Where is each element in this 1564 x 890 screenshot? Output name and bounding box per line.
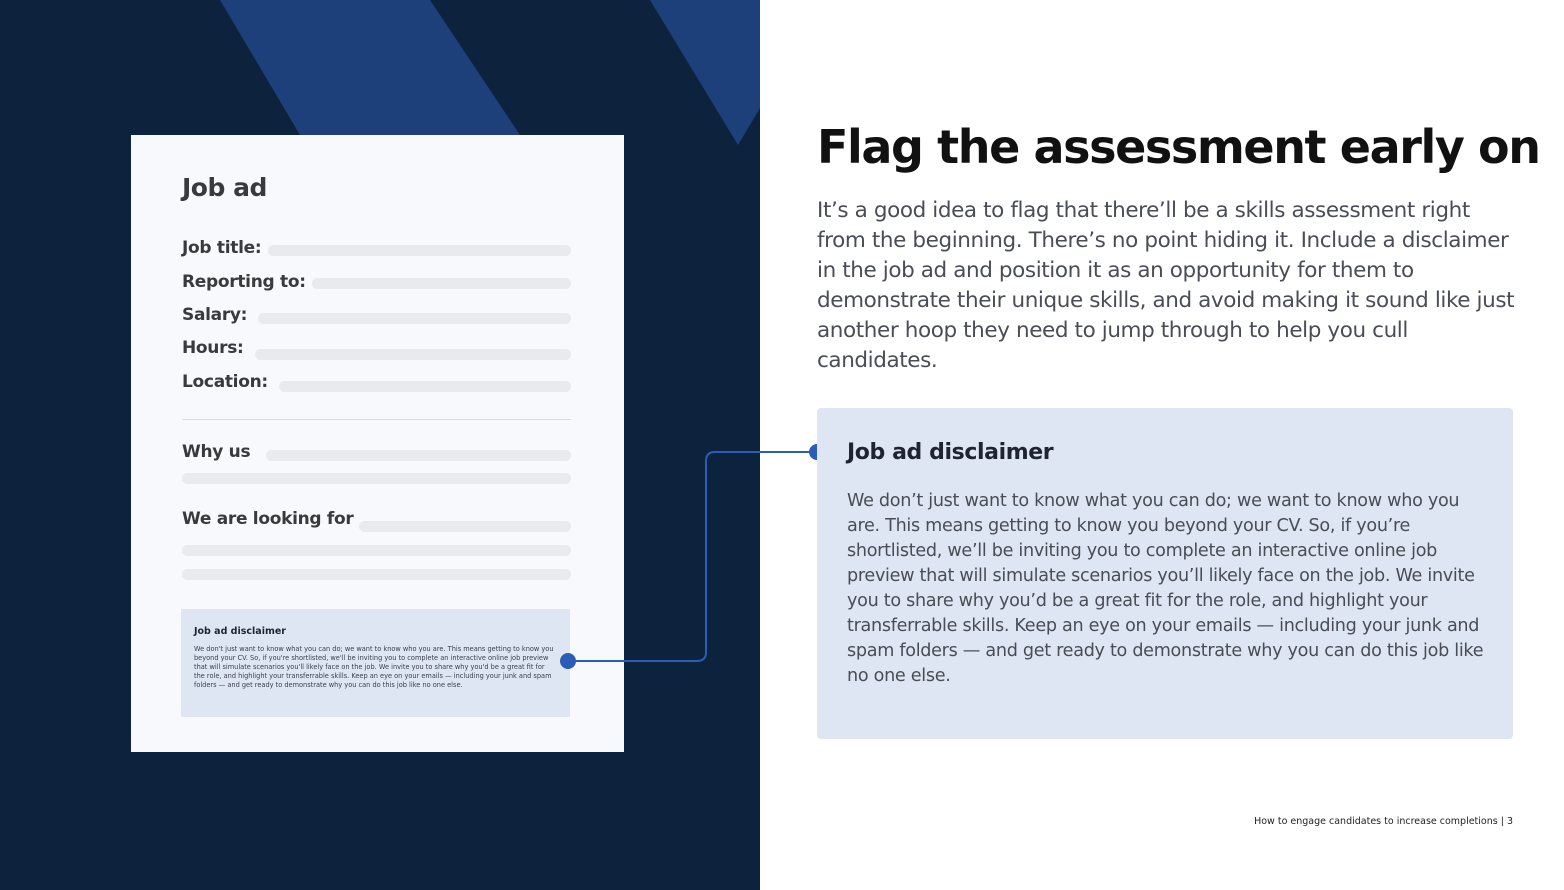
field-label-reporting-to: Reporting to: xyxy=(182,272,306,292)
placeholder-line xyxy=(266,450,571,461)
callout-body: We don’t just want to know what you can do; we want to know who you are. This means getting to know you beyond your CV. So, if you’re shortlisted, we’ll be inviting you to complete an interactive online job preview that will simulate scenarios you’ll likely face on the job. We invite you to share why you’d be a great fit for the role, and highlight your transferrable skills. Keep an eye on your emails — including your junk and spam folders — and get ready to demonstrate why you can do this job like no one else. xyxy=(847,491,1484,686)
mini-disclaimer-title: Job ad disclaimer xyxy=(194,626,286,637)
field-label-location: Location: xyxy=(182,372,268,392)
placeholder-line xyxy=(182,569,571,580)
looking-for-label: We are looking for xyxy=(182,509,354,529)
placeholder-line xyxy=(182,473,571,484)
mini-disclaimer-box xyxy=(181,609,570,717)
job-ad-title: Job ad xyxy=(182,173,267,202)
why-us-label: Why us xyxy=(182,442,251,462)
placeholder-line xyxy=(182,545,571,556)
mini-disclaimer-text: We don't just want to know what you can do; we want to know who you are. This means getting to know you beyond your CV. So, if you're shortlisted, we'll be inviting you to complete an interactive online job preview that will simulate scenarios you'll likely face on the job. We invite you to share why you'd be a great fit for the role, and highlight your transferrable skills. Keep an eye on your emails — including your junk and spam folders — and get ready to demonstrate why you can do this job like no one else. xyxy=(194,645,554,689)
page-title: Flag the assessment early on xyxy=(817,120,1540,174)
placeholder-line xyxy=(312,278,571,289)
section-divider xyxy=(182,419,571,420)
field-label-job-title: Job title: xyxy=(182,238,262,258)
intro-paragraph: It’s a good idea to flag that there’ll be a skills assessment right from the beginning. There’s no point hiding it. Include a disclaimer in the job ad and position it as an opportunity for them to demonstrate their unique skills, and avoid making it sound like just another hoop they need to jump through to help you cull candidates. xyxy=(817,198,1515,373)
callout-title: Job ad disclaimer xyxy=(847,440,1054,465)
placeholder-line xyxy=(359,521,571,532)
job-ad-document xyxy=(131,135,624,752)
page-footer: How to engage candidates to increase completions | 3 xyxy=(1254,816,1513,827)
stripe-right xyxy=(650,0,760,145)
stripe-left xyxy=(220,0,520,135)
field-label-hours: Hours: xyxy=(182,338,244,358)
left-panel xyxy=(0,0,760,890)
field-label-salary: Salary: xyxy=(182,305,248,325)
disclaimer-callout xyxy=(817,408,1513,739)
placeholder-line xyxy=(258,313,571,324)
placeholder-line xyxy=(255,349,571,360)
placeholder-line xyxy=(268,245,571,256)
placeholder-line xyxy=(279,381,571,392)
